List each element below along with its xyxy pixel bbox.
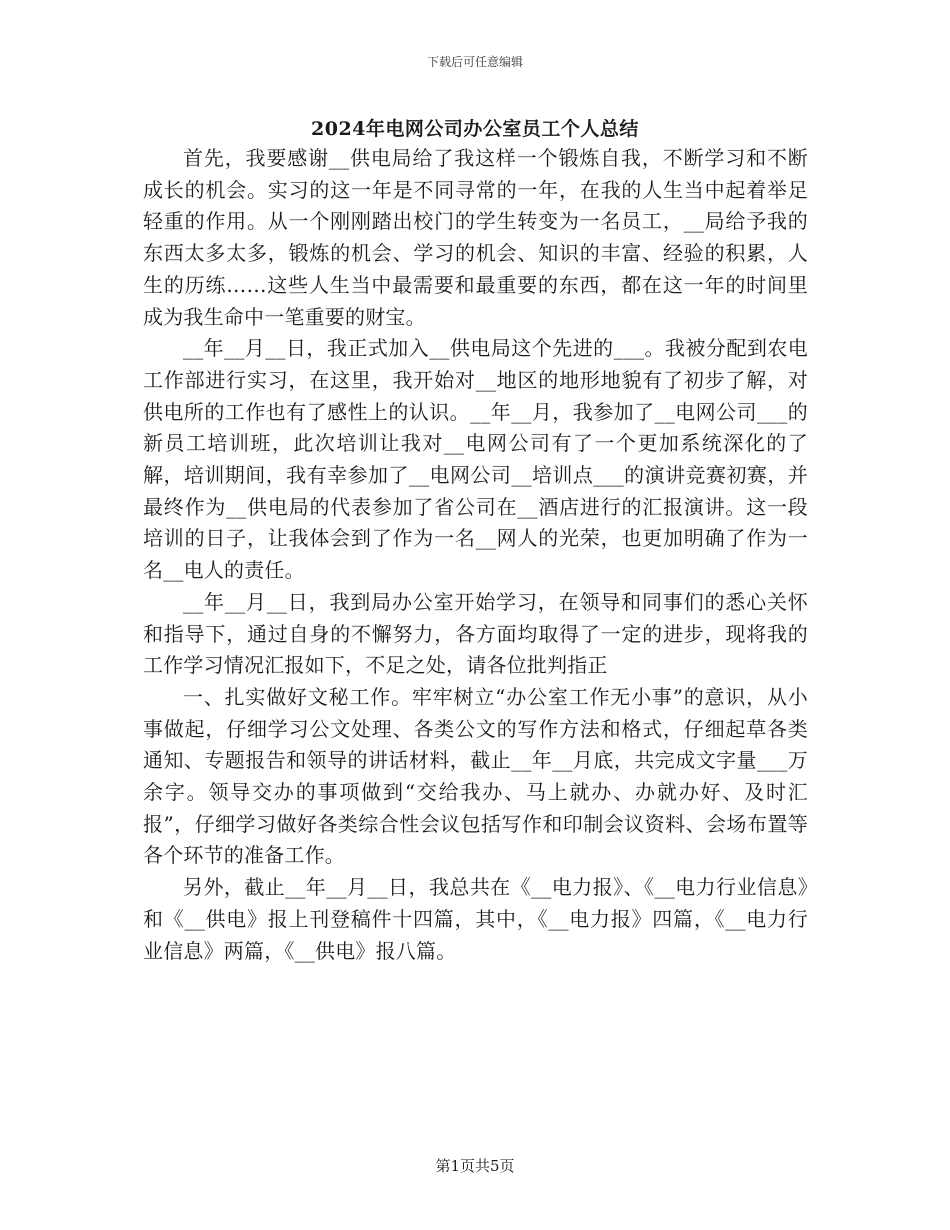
paragraph-publications: 另外，截止__年__月__日，我总共在《__电力报》、《__电力行业信息》和《__供电》报上刊登稿件十四篇，其中，《__电力报》四篇，《__电力行业信息》两篇，《__供电》报八篇。 (143, 875, 808, 963)
paragraph-secretarial-work: 一、扎实做好文秘工作。牢牢树立“办公室工作无小事”的意识，从小事做起，仔细学习公文处理、各类公文的写作方法和格式，仔细起草各类通知、专题报告和领导的讲话材料，截止__年__月底，共完成文字量___万余字。领导交办的事项做到“交给我办、马上就办、办就办好、及时汇报”，仔细学习做好各类综合性会议包括写作和印制会议资料、会场布置等各个环节的准备工作。 (143, 684, 808, 868)
document-title: 2024年电网公司办公室员工个人总结 (311, 118, 639, 140)
paragraph-joining: __年__月__日，我正式加入__供电局这个先进的___。我被分配到农电工作部进行实习，在这里，我开始对__地区的地形地貌有了初步了解，对供电所的工作也有了感性上的认识。__年__月，我参加了__电网公司___的新员工培训班，此次培训让我对__电网公司有了一个更加系统深化的了解，培训期间，我有幸参加了__电网公司__培训点___的演讲竞赛初赛，并最终作为__供电局的代表参加了省公司在__酒店进行的汇报演讲。这一段培训的日子，让我体会到了作为一名__网人的光荣，也更加明确了作为一名__电人的责任。 (143, 336, 808, 583)
header-note: 下载后可任意编辑 (426, 55, 523, 69)
page-indicator: 第1页共5页 (435, 1157, 515, 1175)
document-body (143, 143, 808, 967)
paragraph-intro: 首先，我要感谢__供电局给了我这样一个锻炼自我，不断学习和不断成长的机会。实习的这一年是不同寻常的一年，在我的人生当中起着举足轻重的作用。从一个刚刚踏出校门的学生转变为一名员工，__局给予我的东西太多太多，锻炼的机会、学习的机会、知识的丰富、经验的积累，人生的历练……这些人生当中最需要和最重要的东西，都在这一年的时间里成为我生命中一笔重要的财宝。 (143, 146, 808, 329)
paragraph-office-start: __年__月__日，我到局办公室开始学习，在领导和同事们的悉心关怀和指导下，通过自身的不懈努力，各方面均取得了一定的进步，现将我的工作学习情况汇报如下，不足之处，请各位批判指正 (143, 589, 808, 678)
